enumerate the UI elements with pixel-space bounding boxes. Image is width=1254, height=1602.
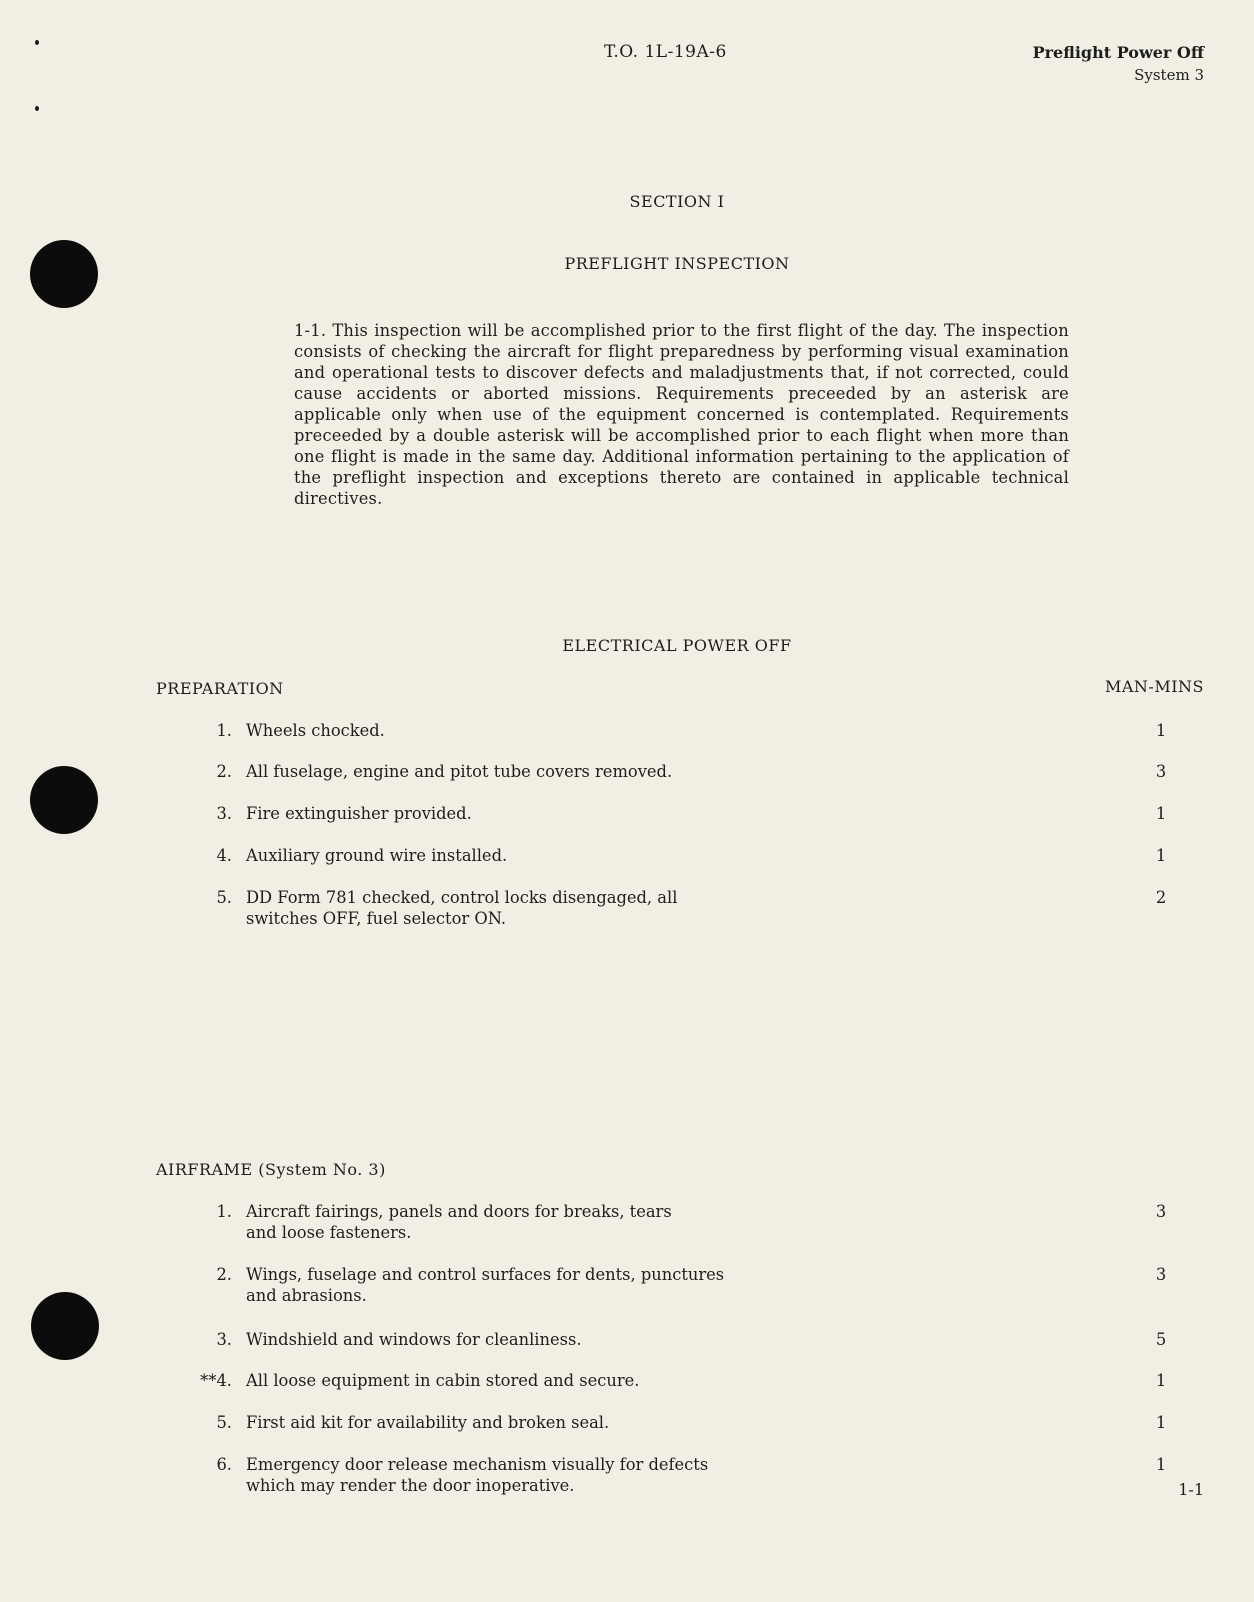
man-mins-header: MAN-MINS xyxy=(1104,677,1204,696)
item-number: 5. xyxy=(216,888,232,907)
item-man-mins: 1 xyxy=(1155,804,1167,823)
speck-mark xyxy=(35,106,39,111)
item-man-mins: 1 xyxy=(1155,1371,1167,1390)
item-number: 5. xyxy=(216,1413,232,1432)
item-number: 2. xyxy=(216,1265,232,1284)
item-man-mins: 5 xyxy=(1155,1330,1167,1349)
item-text: Wings, fuselage and control surfaces for dents, punctures and abrasions. xyxy=(246,1265,725,1305)
item-man-mins: 3 xyxy=(1155,1202,1167,1221)
binder-hole-top xyxy=(30,240,98,308)
section-title: PREFLIGHT INSPECTION xyxy=(564,254,790,273)
preparation-heading: PREPARATION xyxy=(156,679,284,698)
item-text: Emergency door release mechanism visually for defects which may render the door inoperative. xyxy=(246,1455,709,1495)
item-man-mins: 1 xyxy=(1155,721,1167,740)
airframe-heading: AIRFRAME (System No. 3) xyxy=(156,1160,386,1179)
item-text: First aid kit for availability and broken seal. xyxy=(246,1413,610,1432)
intro-paragraph: 1-1. This inspection will be accomplished prior to the first flight of the day. The inspection consists of checking the aircraft for flight preparedness by performing visual examination and operational tests to discover defects and maladjustments that, if not corrected, could cause accidents or aborted missions. Requirements preceeded by an asterisk are applicable only when use of the equipment concerned is contemplated. Requirements preceeded by a double asterisk will be accomplished prior to each flight when more than one flight is made in the same day. Additional information pertaining to the application of the preflight inspection and exceptions thereto are contained in applicable technical directives. xyxy=(294,321,1069,508)
header-title: Preflight Power Off xyxy=(1032,43,1204,62)
item-text: DD Form 781 checked, control locks disengaged, all switches OFF, fuel selector ON. xyxy=(246,888,678,928)
binder-hole-bottom xyxy=(31,1292,99,1360)
page-header-right xyxy=(1033,42,1204,86)
section-label: SECTION I xyxy=(629,192,725,211)
item-man-mins: 1 xyxy=(1155,1413,1167,1432)
item-man-mins: 3 xyxy=(1155,762,1167,781)
item-text: All fuselage, engine and pitot tube covers removed. xyxy=(246,762,673,781)
item-number: 1. xyxy=(216,1202,232,1221)
item-number: 6. xyxy=(216,1455,232,1474)
page-number: 1-1 xyxy=(1178,1480,1204,1499)
item-text: Aircraft fairings, panels and doors for breaks, tears and loose fasteners. xyxy=(246,1202,672,1242)
item-number: 1. xyxy=(216,721,232,740)
item-number: 3. xyxy=(216,1330,232,1349)
doc-number: T.O. 1L-19A-6 xyxy=(604,42,727,62)
item-text: Fire extinguisher provided. xyxy=(246,804,472,823)
item-man-mins: 3 xyxy=(1155,1265,1167,1284)
binder-hole-middle xyxy=(30,766,98,834)
item-number: **4. xyxy=(200,1371,232,1390)
item-number: 3. xyxy=(216,804,232,823)
item-text: Windshield and windows for cleanliness. xyxy=(246,1330,582,1349)
item-man-mins: 2 xyxy=(1155,888,1167,907)
item-man-mins: 1 xyxy=(1155,1455,1167,1474)
item-number: 4. xyxy=(216,846,232,865)
item-man-mins: 1 xyxy=(1155,846,1167,865)
subsection-title: ELECTRICAL POWER OFF xyxy=(562,636,792,655)
header-subtitle: System 3 xyxy=(1134,66,1204,84)
speck-mark xyxy=(35,40,39,45)
item-text: Wheels chocked. xyxy=(246,721,385,740)
item-number: 2. xyxy=(216,762,232,781)
item-text: Auxiliary ground wire installed. xyxy=(246,846,508,865)
item-text: All loose equipment in cabin stored and secure. xyxy=(246,1371,640,1390)
